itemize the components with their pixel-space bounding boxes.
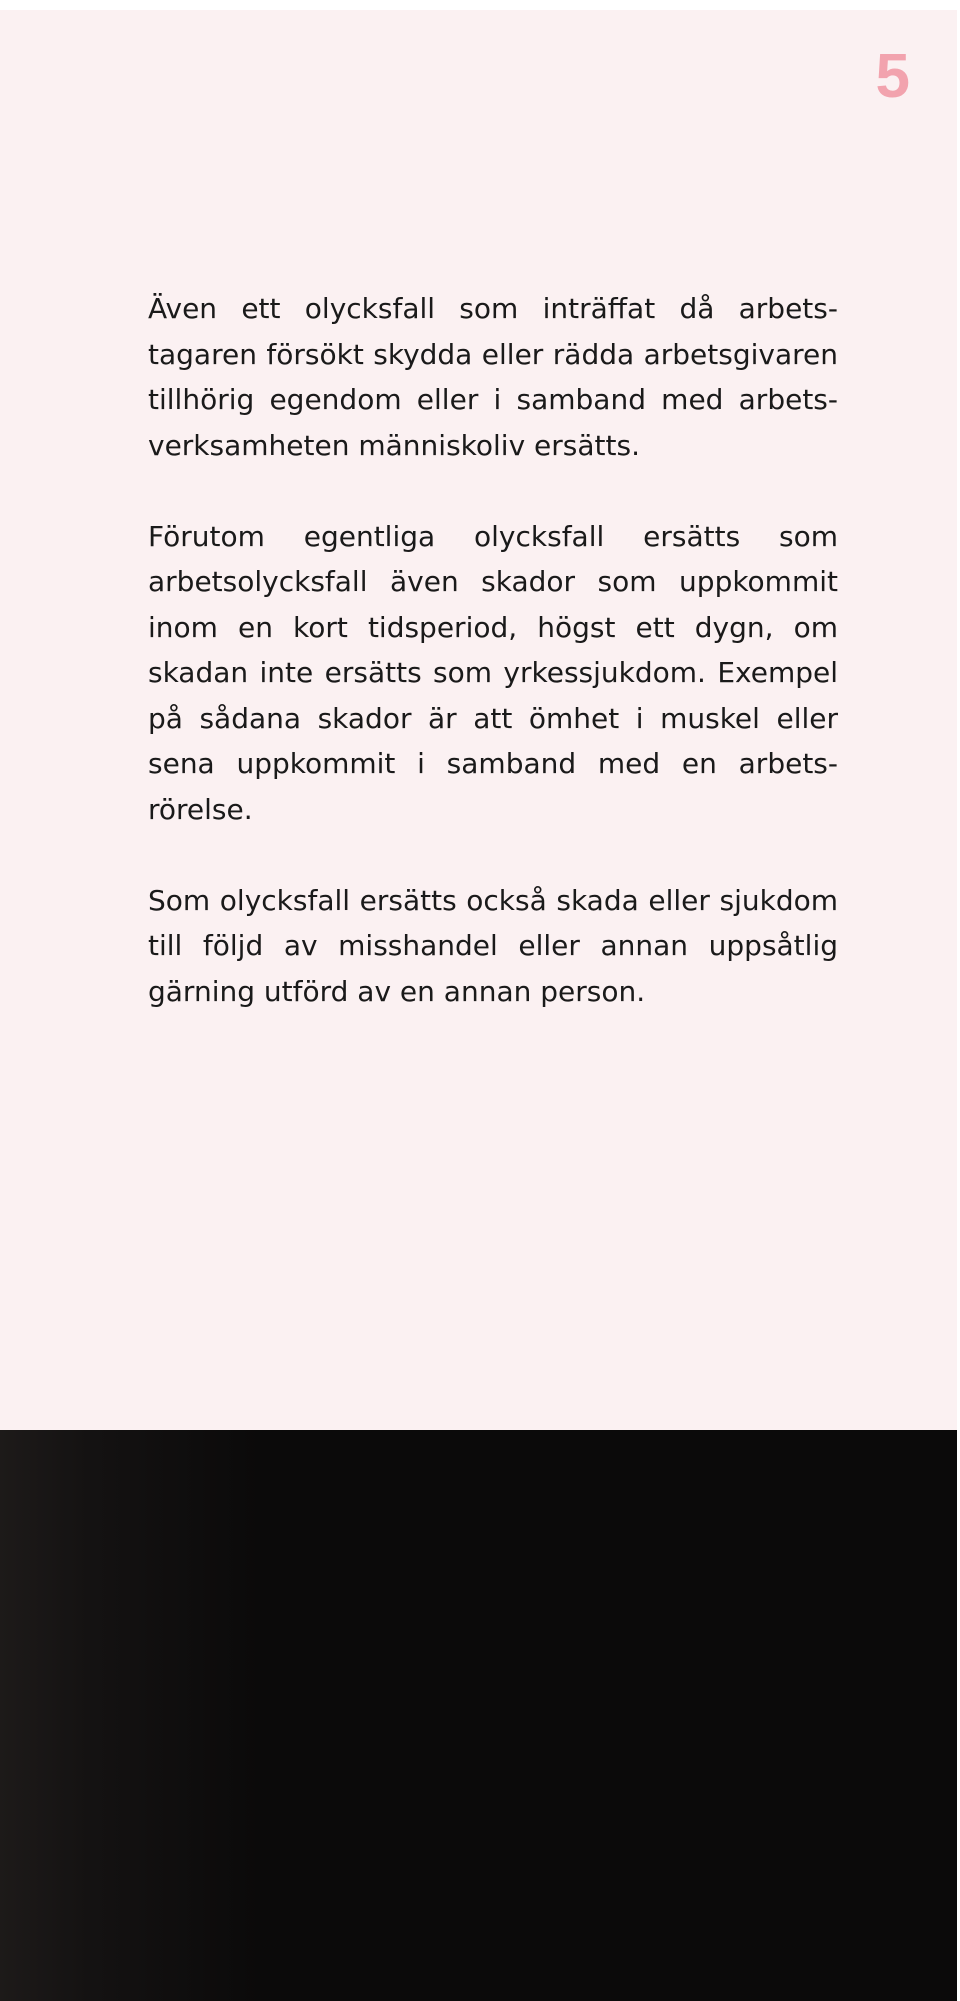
paragraph-3: Som olycksfall ersätts också skada eller sjukdom till följd av misshandel eller annan uppsåtlig gärning utförd av en annan person. bbox=[148, 883, 838, 1008]
paragraph-1: Även ett olycksfall som inträffat då arbetstagaren försökt skydda eller rädda arbetsgivaren tillhörig egendom eller i samband med arbetsverksamheten människoliv ersätts. bbox=[148, 292, 838, 462]
body-text bbox=[148, 286, 838, 1060]
document-page bbox=[0, 10, 957, 2001]
dark-footer-band bbox=[0, 1430, 957, 2001]
page-number: 5 bbox=[875, 42, 910, 111]
paragraph-2: Förutom egentliga olycksfall ersätts som arbetsolycksfall även skador som uppkommit inom en kort tidsperiod, högst ett dygn, om skadan inte ersätts som yrkessjukdom. Exempel på sådana skador är att ömhet i muskel eller sena uppkommit i samband med en arbetsrörelse. bbox=[148, 519, 838, 826]
